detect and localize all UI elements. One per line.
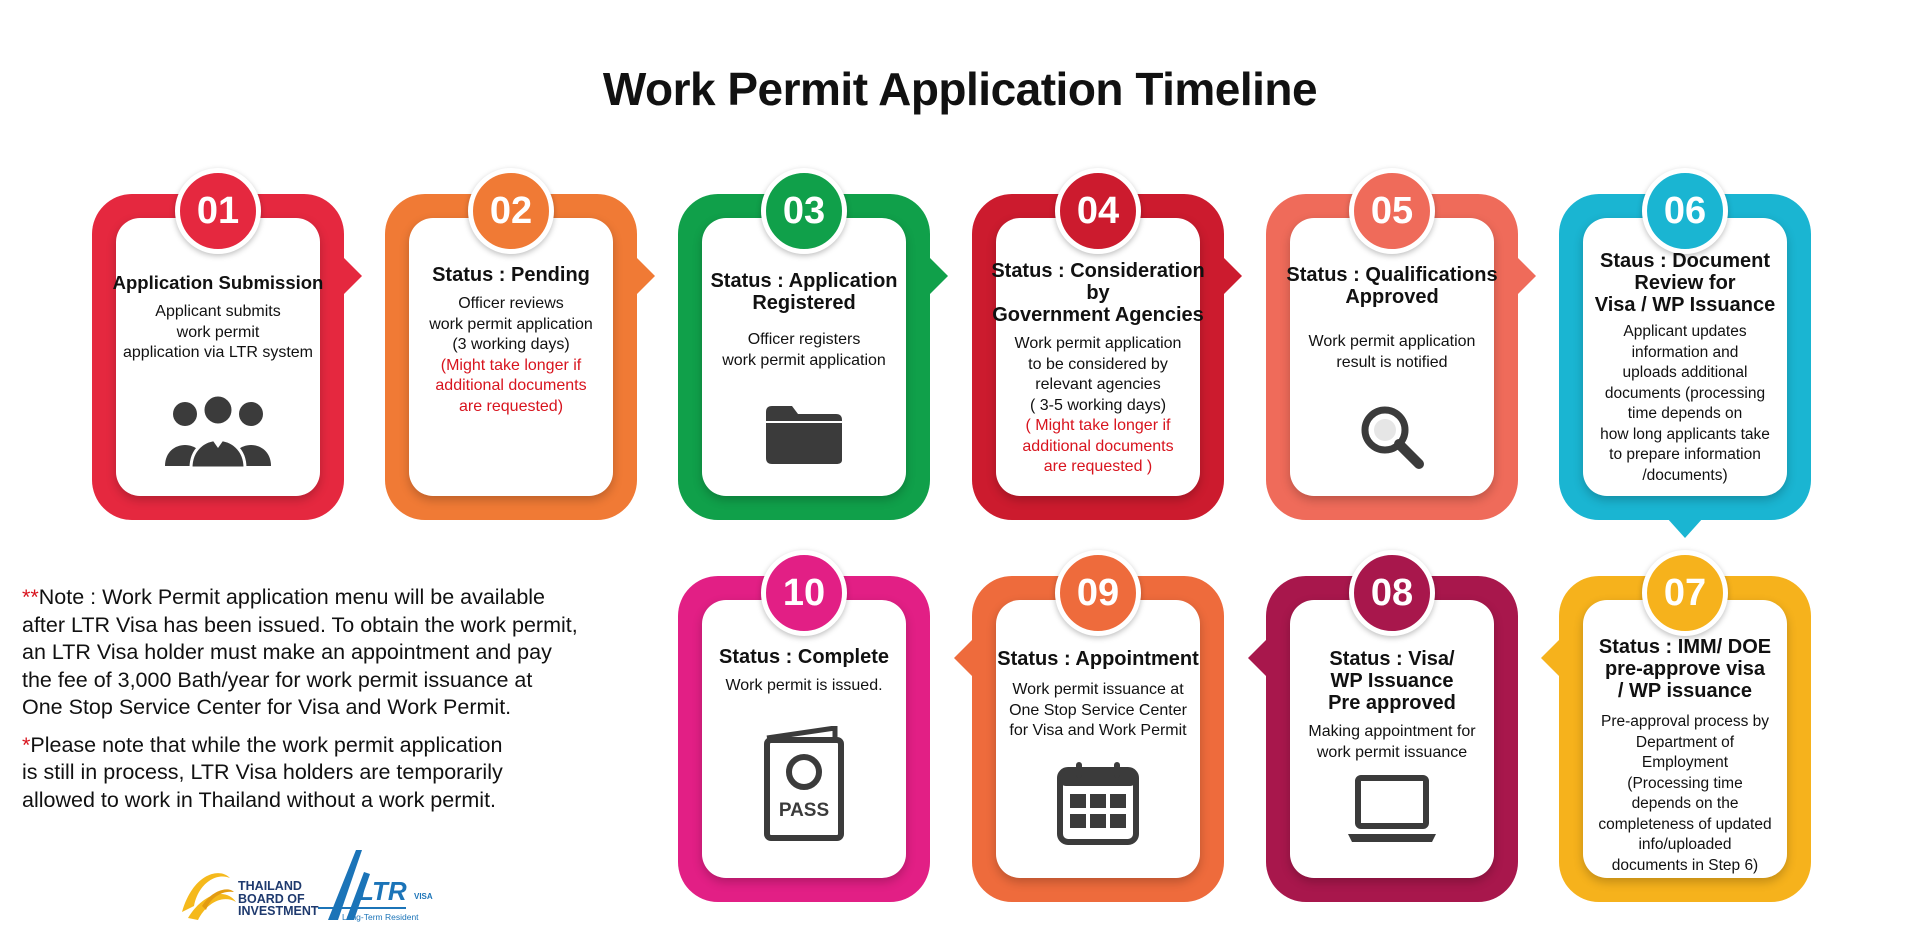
step-arrow [954,638,974,678]
step-title: Status : Appointment [997,648,1199,670]
step-title: Status : Consideration by Government Agencies [991,260,1205,326]
people-icon [163,394,273,473]
note-2-line: Please note that while the work permit application [30,732,503,757]
step-number: 03 [761,168,847,254]
note-2-stars: * [22,732,31,757]
step-card-07 [1559,572,1811,902]
notes [22,584,672,814]
step-arrow [928,256,948,296]
logos [178,832,448,922]
step-description: Applicant submits work permit application via LTR system [123,303,313,361]
laptop-icon [1346,774,1438,851]
step-number: 05 [1349,168,1435,254]
step-description: Making appointment for work permit issuance [1308,723,1476,761]
step-description: Applicant updates information and uploads additional documents (processing time depends on how long applicants take to prepare information /documents) [1600,323,1770,484]
note-1-line: Note : Work Permit application menu will be available [38,585,546,609]
note-1 [22,584,672,722]
step-arrow [1222,256,1242,296]
step-title: Status : Pending [432,264,590,286]
step-arrow [635,256,655,296]
step-number: 06 [1642,168,1728,254]
boi-name: THAILAND BOARD OF INVESTMENT [238,879,319,918]
step-arrow [1248,638,1268,678]
visa-label: VISA [414,892,433,901]
step-description: Officer registers work permit application [722,331,886,369]
folder-icon [762,402,846,471]
step-arrow [1541,638,1561,678]
step-card-03 [678,190,930,520]
magnifier-icon [1357,402,1427,477]
step-card-05 [1266,190,1518,520]
step-description: Pre-approval process by Department of Employment (Processing time depends on the completeness of updated info/uploaded documents in Step 6) [1598,713,1772,874]
step-card-10 [678,572,930,902]
step-title: Status : Qualifications Approved [1286,264,1498,308]
step-title: Status : Visa/ WP Issuance Pre approved [1328,648,1456,714]
note-1-stars: ** [22,585,39,609]
step-number: 09 [1055,550,1141,636]
step-note: (Might take longer if [440,356,582,374]
step-title: Staus : Document Review for Visa / WP Issuance [1594,250,1776,316]
step-card-09 [972,572,1224,902]
page-title: Work Permit Application Timeline [602,63,1318,115]
note-2-line: is still in process, LTR Visa holders are temporarily [22,760,503,784]
step-card-02 [385,190,637,520]
step-title: Status : IMM/ DOE pre-approve visa / WP issuance [1598,636,1772,702]
step-arrow [342,256,362,296]
step-note: additional documents [1022,437,1174,455]
note-2 [22,732,672,815]
step-title: Application Submission [112,272,324,293]
step-number: 01 [175,168,261,254]
step-arrow [1516,256,1536,296]
step-description: Work permit application to be considered by relevant agencies ( 3-5 working days) ( Might take longer if additional documents are requested ) [982,334,1214,478]
step-number: 08 [1349,550,1435,636]
step-description: Work permit issuance at One Stop Service Center for Visa and Work Permit [1009,681,1187,739]
step-number: 02 [468,168,554,254]
note-1-line: the fee of 3,000 Bath/year for work permit issuance at [22,667,533,692]
step-note: are requested ) [1043,458,1153,475]
ltr-name: LTR [358,876,407,906]
step-card-01 [92,190,344,520]
step-note: additional documents [435,377,587,394]
step-card-04 [972,190,1224,520]
note-1-line: an LTR Visa holder must make an appointment and pay [22,640,552,664]
step-description: Work permit application result is notified [1308,333,1476,371]
step-title: Status : Complete [718,646,890,668]
note-2-line: allowed to work in Thailand without a work permit. [22,787,497,812]
step-title: Status : Application Registered [710,270,898,314]
step-card-08 [1266,572,1518,902]
step-arrow [1667,518,1703,538]
step-number: 04 [1055,168,1141,254]
ltr-subtitle: Long-Term Resident [342,912,419,922]
step-description: Officer reviews work permit application (3 working days) (Might take longer if additional documents are requested) [395,294,627,417]
step-card-06 [1559,190,1811,520]
step-number: 10 [761,550,847,636]
step-number: 07 [1642,550,1728,636]
step-note: are requested) [458,397,564,415]
calendar-icon [1056,760,1140,851]
passport-icon [761,726,847,847]
passport-label: PASS [778,800,830,821]
note-1-line: after LTR Visa has been issued. To obtain the work permit, [22,612,578,637]
step-note: ( Might take longer if [1025,417,1171,434]
note-1-line: One Stop Service Center for Visa and Work Permit. [22,695,512,719]
step-description: Work permit is issued. [725,677,883,694]
